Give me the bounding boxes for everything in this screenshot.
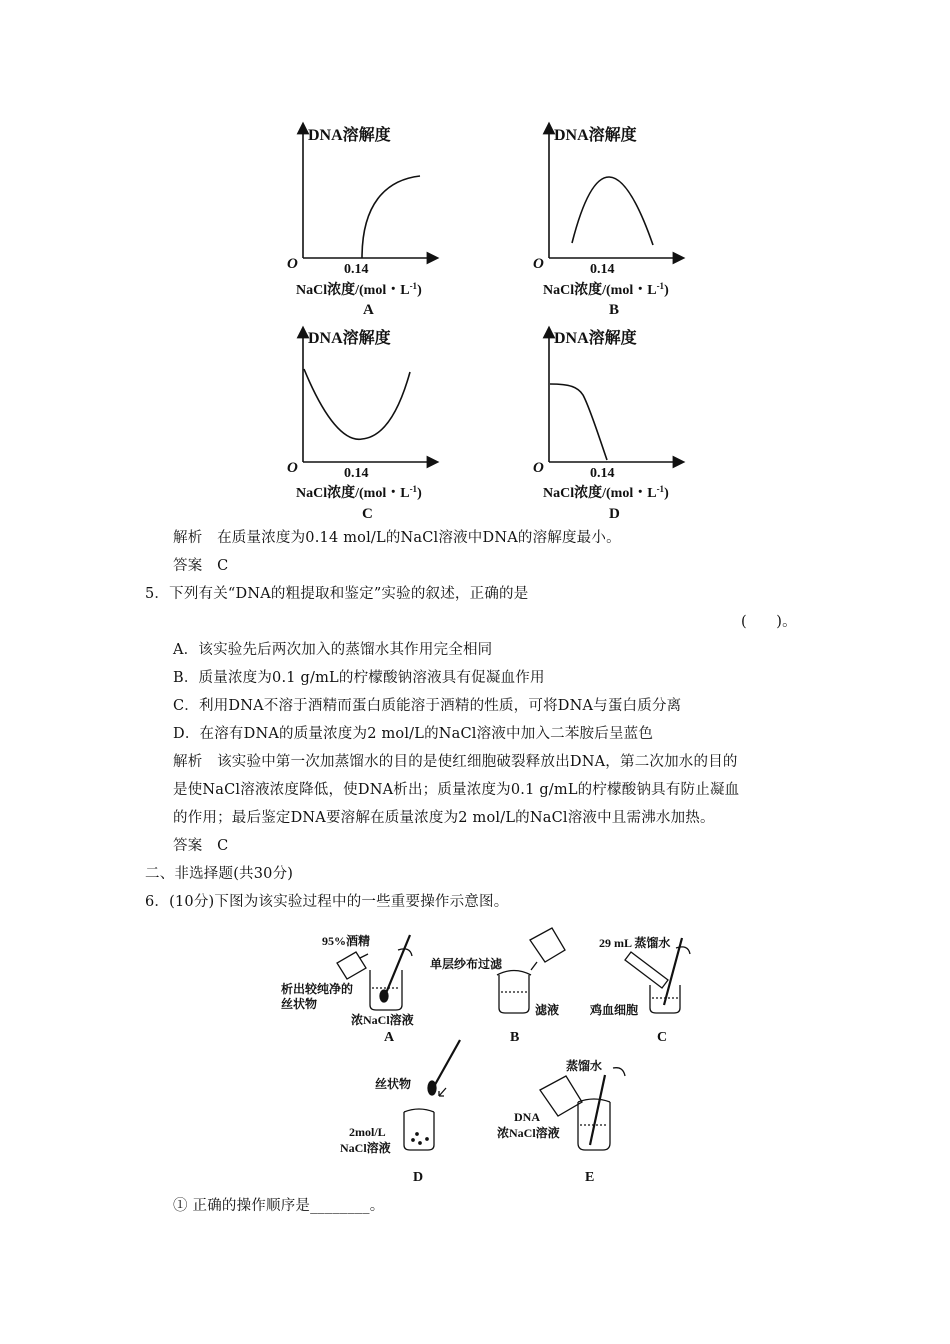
q4-analysis-label: 解析 <box>173 530 203 546</box>
step-b-label-filter: 单层纱布过滤 <box>430 957 503 971</box>
step-e-label-dna: DNA <box>514 1110 540 1124</box>
solubility-graphs <box>0 110 950 530</box>
graph-b-origin: O <box>533 256 544 272</box>
graph-d-origin: O <box>533 460 544 476</box>
step-e <box>497 1058 625 1185</box>
graph-panel-c <box>287 328 433 522</box>
graph-panel-b <box>533 125 679 318</box>
step-a-label-thread-2: 丝状物 <box>281 997 318 1011</box>
step-a-label-nacl: 浓NaCl溶液 <box>351 1013 414 1027</box>
graph-d-letter: D <box>609 506 620 522</box>
step-e-label-nacl: 浓NaCl溶液 <box>497 1126 560 1140</box>
q5-option-b: B．质量浓度为0.1 g/mL的柠檬酸钠溶液具有促凝血作用 <box>173 670 545 686</box>
graph-c-letter: C <box>362 506 373 522</box>
graph-b-x-label: NaCl浓度/(mol・$L^{-1}$) <box>543 281 669 298</box>
q4-answer <box>173 556 228 576</box>
step-a <box>281 933 414 1045</box>
graph-b-curve <box>572 177 653 245</box>
step-a-label-thread-1: 析出较纯净的 <box>281 982 354 996</box>
graph-d-x-label: NaCl浓度/(mol・$L^{-1}$) <box>543 484 669 501</box>
rod-d-icon <box>432 1040 460 1090</box>
q5-analysis-line-3: 的作用；最后鉴定DNA要溶解在质量浓度为2 mol/L的NaCl溶液中且需沸水加热。 <box>173 810 715 826</box>
step-a-label-alcohol: 95%酒精 <box>322 934 371 948</box>
thread-d-icon <box>428 1081 436 1095</box>
graph-b-y-label: DNA溶解度 <box>554 127 637 144</box>
graph-panel-a <box>287 125 433 318</box>
graph-a-x-tick: 0.14 <box>344 262 369 277</box>
pour-arrow-icon <box>531 962 537 970</box>
rod-e-icon <box>590 1075 605 1145</box>
q5-analysis-line-2: 是使NaCl溶液浓度降低，使DNA析出；质量浓度为0.1 g/mL的柠檬酸钠具有防止凝血 <box>173 782 740 798</box>
experiment-illustration <box>0 920 950 1190</box>
step-c <box>589 935 690 1045</box>
graph-a-x-label: NaCl浓度/(mol・$L^{-1}$) <box>296 281 422 298</box>
q5-answer <box>173 836 228 856</box>
graph-c-x-tick: 0.14 <box>344 466 369 481</box>
q5-option-d: D．在溶有DNA的质量浓度为2 mol/L的NaCl溶液中加入二苯胺后呈蓝色 <box>173 726 654 742</box>
q4-analysis <box>173 528 621 548</box>
filter-beaker-icon <box>497 971 531 1014</box>
graph-a-curve <box>362 176 420 258</box>
q6-sub1: ① 正确的操作顺序是________。 <box>173 1198 385 1214</box>
down-arrow-icon <box>439 1088 446 1096</box>
graph-c-origin: O <box>287 460 298 476</box>
q5-answer-label: 答案 <box>173 838 203 854</box>
step-c-label-water: 29 mL 蒸馏水 <box>599 936 671 950</box>
graph-c-y-label: DNA溶解度 <box>308 330 391 347</box>
graph-d-curve <box>550 384 607 460</box>
step-a-letter: A <box>384 1030 395 1045</box>
step-b <box>430 928 565 1045</box>
q5-analysis-line-1: 解析 该实验中第一次加蒸馏水的目的是使红细胞破裂释放出DNA，第二次加水的目的 <box>173 754 738 770</box>
q5-stem: 5．下列有关“DNA的粗提取和鉴定”实验的叙述，正确的是 <box>145 586 529 602</box>
graph-a-origin: O <box>287 256 298 272</box>
graph-d-x-tick: 0.14 <box>590 466 615 481</box>
step-e-label-water: 蒸馏水 <box>566 1059 603 1073</box>
beaker-e-icon <box>578 1099 610 1150</box>
q5-option-c: C．利用DNA不溶于酒精而蛋白质能溶于酒精的性质，可将DNA与蛋白质分离 <box>173 698 682 714</box>
step-d-label-conc: 2mol/L <box>349 1125 386 1139</box>
step-d-label-nacl: NaCl溶液 <box>340 1141 391 1155</box>
graph-a-letter: A <box>363 302 374 318</box>
step-c-letter: C <box>657 1030 668 1045</box>
section2-heading: 二、非选择题(共30分) <box>145 866 294 882</box>
step-d-letter: D <box>413 1170 424 1185</box>
beaker-d-icon <box>404 1109 434 1150</box>
graph-c-curve <box>304 369 410 439</box>
q5-answer-bracket: ( )。 <box>741 614 797 630</box>
graph-panel-d <box>533 328 679 522</box>
step-c-label-blood: 鸡血细胞 <box>590 1003 639 1017</box>
step-e-letter: E <box>585 1170 595 1185</box>
step-b-label-filtrate: 滤液 <box>535 1003 560 1017</box>
graduated-cylinder-icon <box>625 952 668 988</box>
step-d-label-thread: 丝状物 <box>375 1077 412 1091</box>
rotate-arrow-icon-e <box>613 1068 625 1076</box>
step-d <box>340 1040 460 1185</box>
graph-a-y-label: DNA溶解度 <box>308 127 391 144</box>
q4-answer-value: C <box>217 558 229 574</box>
pouring-beaker-icon <box>530 928 565 962</box>
pouring-beaker-e-icon <box>540 1076 582 1116</box>
q5-option-a: A．该实验先后两次加入的蒸馏水其作用完全相同 <box>173 642 493 658</box>
q4-answer-label: 答案 <box>173 558 203 574</box>
bottle-icon <box>337 952 368 979</box>
graph-b-letter: B <box>609 302 620 318</box>
step-b-letter: B <box>510 1030 520 1045</box>
q4-analysis-text: 在质量浓度为0.14 mol/L的NaCl溶液中DNA的溶解度最小。 <box>217 530 621 546</box>
q5-analysis-label: 解析 <box>173 754 203 770</box>
graph-b-x-tick: 0.14 <box>590 262 615 277</box>
dna-thread-icon <box>380 990 388 1002</box>
graph-d-y-label: DNA溶解度 <box>554 330 637 347</box>
graph-c-x-label: NaCl浓度/(mol・$L^{-1}$) <box>296 484 422 501</box>
q5-answer-value: C <box>217 838 229 854</box>
q6-stem: 6．(10分)下图为该实验过程中的一些重要操作示意图。 <box>145 894 509 910</box>
